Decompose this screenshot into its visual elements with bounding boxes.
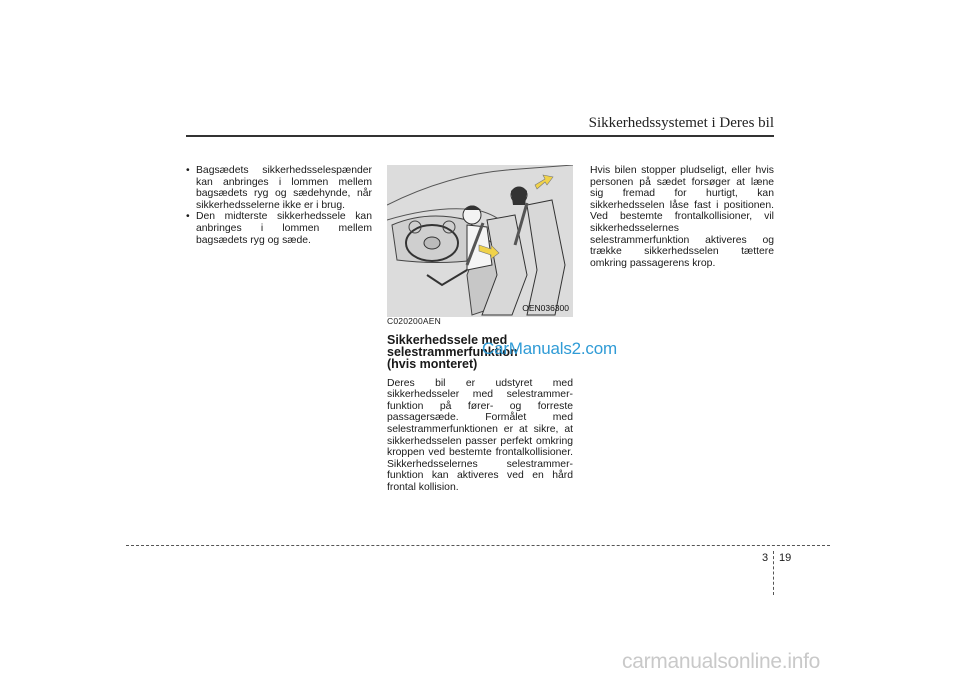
right-body: Hvis bilen stopper pludseligt, eller hvis personen på sædet forsøger at læne sig fremad for hurtigt, kan sikkerhedsselen låse fast i positionen. Ved bestemte frontalkollisioner, vil sikkerhedsselernes selestrammerfunktion aktiveres og trække sikkerhedsselen tættere omkring passagerens krop. [590,165,774,269]
page-number-separator [773,551,774,595]
page-number: 19 [779,552,792,564]
site-watermark: carmanualsonline.info [622,650,820,673]
bullet-item: • Den midterste sikkerhedssele kan anbringes i lommen mellem bagsædets ryg og sæde. [186,211,372,246]
car-interior-drawing [387,165,573,317]
section-title-line: Sikkerhedssele med [387,332,508,347]
seatbelt-pretensioner-illustration [387,165,573,317]
figure-code: OEN036300 [522,303,569,313]
carmanuals-watermark: CarManuals2.com [482,339,617,358]
bullet-item: • Bagsædets sikkerhedsselespænder kan anbringes i lommen mellem bagsædets ryg og sædehynde, når sikkerhedsselerne ikke er i brug. [186,165,372,211]
section-title-line: (hvis monteret) [387,356,478,371]
right-column [590,165,774,269]
bullet-list [186,165,372,246]
footer-rule [126,545,830,546]
chapter-number: 3 [762,552,769,564]
page-header-title: Sikkerhedssystemet i Deres bil [588,115,774,131]
section-body: Deres bil er udstyret med sikkerhedsseler med selestrammer-funktion på fører- og forreste passagersæde. Formålet med selestrammerfunktionen er at sikre, at sikkerhedsselen passer perfekt omkring kroppen ved bestemte frontalkollisioner. Sikkerhedsselernes selestrammer-funktion kan aktiveres ved en hård frontal kollision. [387,377,573,493]
left-column [186,165,372,246]
section-title-line: selestrammerfunktion [387,344,518,359]
header-rule [186,135,774,137]
arrow-icon [535,175,553,189]
section-code: C020200AEN [387,316,441,326]
